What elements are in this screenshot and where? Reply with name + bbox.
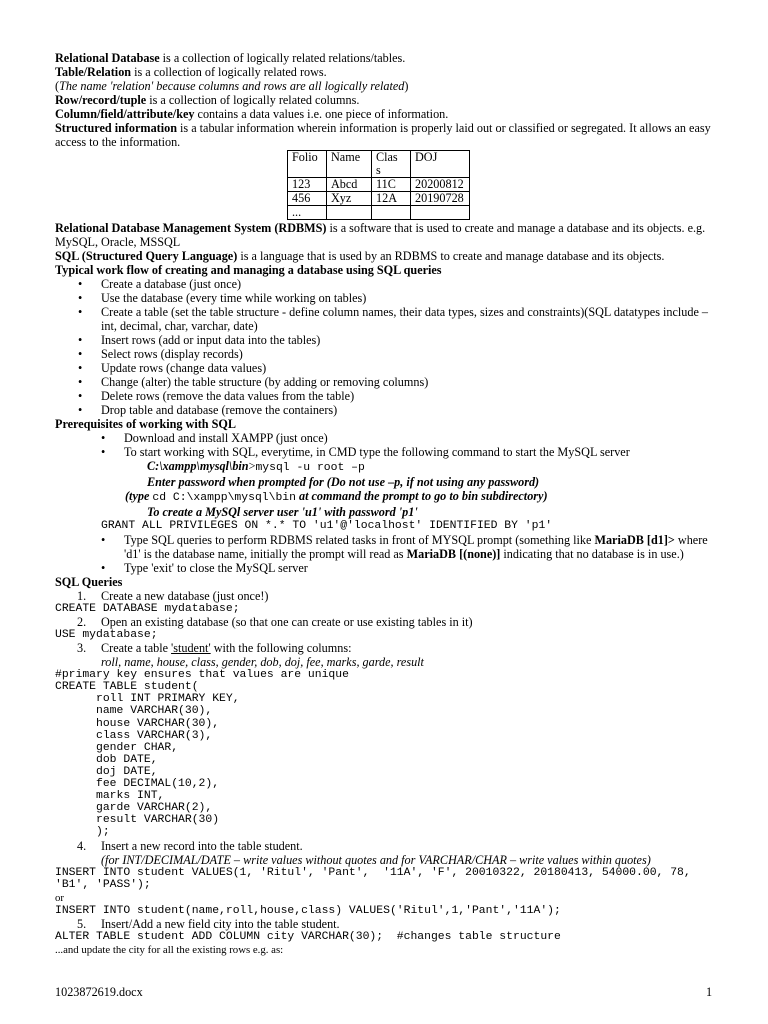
list-item: • Download and install XAMPP (just once) <box>124 431 715 445</box>
code-block: #primary key ensures that values are unique CREATE TABLE student( roll INT PRIMARY KEY, name VARCHAR(30), house VARCHAR(30), class VARCHAR(3), gender CHAR, dob DATE, doj DATE, fee DECIMAL(10,2), marks INT, garde VARCHAR(2), result VARCHAR(30) ); <box>55 669 349 839</box>
grant-command: GRANT ALL PRIVILEGES ON *.* TO 'u1'@'localhost' IDENTIFIED BY 'p1' <box>101 520 553 532</box>
table-row <box>288 178 470 192</box>
table-cell: 20200812 <box>411 178 470 192</box>
def-structured-information: Structured information is a tabular information wherein information is properly laid out or classified or segregated. It allows an easy access to the information. <box>55 121 711 149</box>
def-column: Column/field/attribute/key contains a data values i.e. one piece of information. <box>55 107 449 121</box>
def-relational-database: Relational Database is a collection of logically related relations/tables. <box>55 51 406 65</box>
table-header-cell: DOJ <box>411 151 470 178</box>
term: Column/field/attribute/key <box>55 107 195 121</box>
query-step: 4. Insert a new record into the table student. <box>77 838 303 853</box>
workflow-list <box>55 277 715 417</box>
query-step: 5. Insert/Add a new field city into the table student. <box>77 916 340 931</box>
table-header-cell: Name <box>327 151 372 178</box>
term: SQL (Structured Query Language) <box>55 249 238 263</box>
def-table-relation: Table/Relation is a collection of logically related rows. <box>55 65 327 79</box>
or-text: or <box>55 891 64 904</box>
table-header-cell: Clas s <box>372 151 411 178</box>
table-cell: Xyz <box>327 192 372 206</box>
list-item: • Type 'exit' to close the MySQL server <box>124 561 715 575</box>
cd-note: (type cd C:\xampp\mysql\bin at command the prompt to go to bin subdirectory) <box>125 489 548 504</box>
table-header-cell: Folio <box>288 151 327 178</box>
start-command: C:\xampp\mysql\bin>mysql -u root –p <box>147 459 365 474</box>
column-list: roll, name, house, class, gender, dob, doj, fee, marks, garde, result <box>101 655 424 670</box>
list-item: • Update rows (change data values) <box>101 361 715 375</box>
term: Structured information <box>55 121 177 135</box>
prereq-list-2 <box>55 533 715 575</box>
term: Row/record/tuple <box>55 93 147 107</box>
list-item: • Select rows (display records) <box>101 347 715 361</box>
table-cell <box>327 206 372 220</box>
example-table <box>287 150 470 220</box>
def-row: Row/record/tuple is a collection of logically related columns. <box>55 93 360 107</box>
workflow-heading: Typical work flow of creating and managing a database using SQL queries <box>55 263 442 277</box>
enter-password-note: Enter password when prompted for (Do not use –p, if not using any password) <box>147 475 540 489</box>
code-block: ALTER TABLE student ADD COLUMN city VARCHAR(30); #changes table structure <box>55 930 561 943</box>
term: Relational Database Management System (RDBMS) <box>55 221 327 235</box>
list-item: • Drop table and database (remove the containers) <box>101 403 715 417</box>
queries-heading: SQL Queries <box>55 575 123 589</box>
list-item: • Type SQL queries to perform RDBMS related tasks in front of MYSQL prompt (something like MariaDB [d1]> where 'd1' is the database name, initially the prompt will read as MariaDB [(none)] indicating that no database is in use.) <box>124 533 715 561</box>
table-cell <box>411 206 470 220</box>
list-item: • Change (alter) the table structure (by adding or removing columns) <box>101 375 715 389</box>
table-row <box>288 192 470 206</box>
code-block: INSERT INTO student VALUES(1, 'Ritul', 'Pant', '11A', 'F', 20010322, 20180413, 54000.00, 78, 'B1', 'PASS'); <box>55 866 691 891</box>
table-cell <box>372 206 411 220</box>
list-item: • To start working with SQL, everytime, in CMD type the following command to start the MySQL server <box>124 445 715 459</box>
document-page <box>55 51 715 957</box>
update-note: ...and update the city for all the existing rows e.g. as: <box>55 943 284 956</box>
list-item: • Create a table (set the table structure - define column names, their data types, sizes and constraints)(SQL datatypes include – int, decimal, char, varchar, date) <box>101 305 715 333</box>
create-user-note: To create a MySQl server user 'u1' with password 'p1' <box>147 505 418 519</box>
table-cell: 20190728 <box>411 192 470 206</box>
list-item: • Use the database (every time while working on tables) <box>101 291 715 305</box>
code-block: CREATE DATABASE mydatabase; <box>55 603 240 615</box>
list-item: • Insert rows (add or input data into the tables) <box>101 333 715 347</box>
table-cell: Abcd <box>327 178 372 192</box>
def-rdbms: Relational Database Management System (RDBMS) is a software that is used to create and manage a database and its objects. e.g. MySQL, Oracle, MSSQL <box>55 221 706 249</box>
table-cell: ... <box>288 206 327 220</box>
list-item: • Create a database (just once) <box>101 277 715 291</box>
query-step: 2. Open an existing database (so that one can create or use existing tables in it) <box>77 615 473 630</box>
def-relation-note: (The name 'relation' because columns and rows are all logically related) <box>55 79 409 93</box>
table-cell: 12A <box>372 192 411 206</box>
prereq-list <box>55 431 715 459</box>
table-header-row <box>288 151 470 178</box>
table-cell: 11C <box>372 178 411 192</box>
footer-filename: 1023872619.docx <box>55 985 143 999</box>
term: Table/Relation <box>55 65 132 79</box>
code-block: USE mydatabase; <box>55 629 158 642</box>
footer-page-number: 1 <box>706 985 713 999</box>
insert-note: (for INT/DECIMAL/DATE – write values without quotes and for VARCHAR/CHAR – write values within quotes) <box>101 852 651 867</box>
list-item: • Delete rows (remove the data values from the table) <box>101 389 715 403</box>
prereq-heading: Prerequisites of working with SQL <box>55 417 237 431</box>
table-row <box>288 206 470 220</box>
table-cell: 123 <box>288 178 327 192</box>
query-step: 1. Create a new database (just once!) <box>77 589 269 603</box>
term: Relational Database <box>55 51 160 65</box>
code-block: INSERT INTO student(name,roll,house,class) VALUES('Ritul',1,'Pant','11A'); <box>55 904 561 917</box>
query-step: 3. Create a table 'student' with the following columns: <box>77 641 352 656</box>
table-cell: 456 <box>288 192 327 206</box>
def-sql: SQL (Structured Query Language) is a language that is used by an RDBMS to create and manage database and its objects. <box>55 249 665 263</box>
